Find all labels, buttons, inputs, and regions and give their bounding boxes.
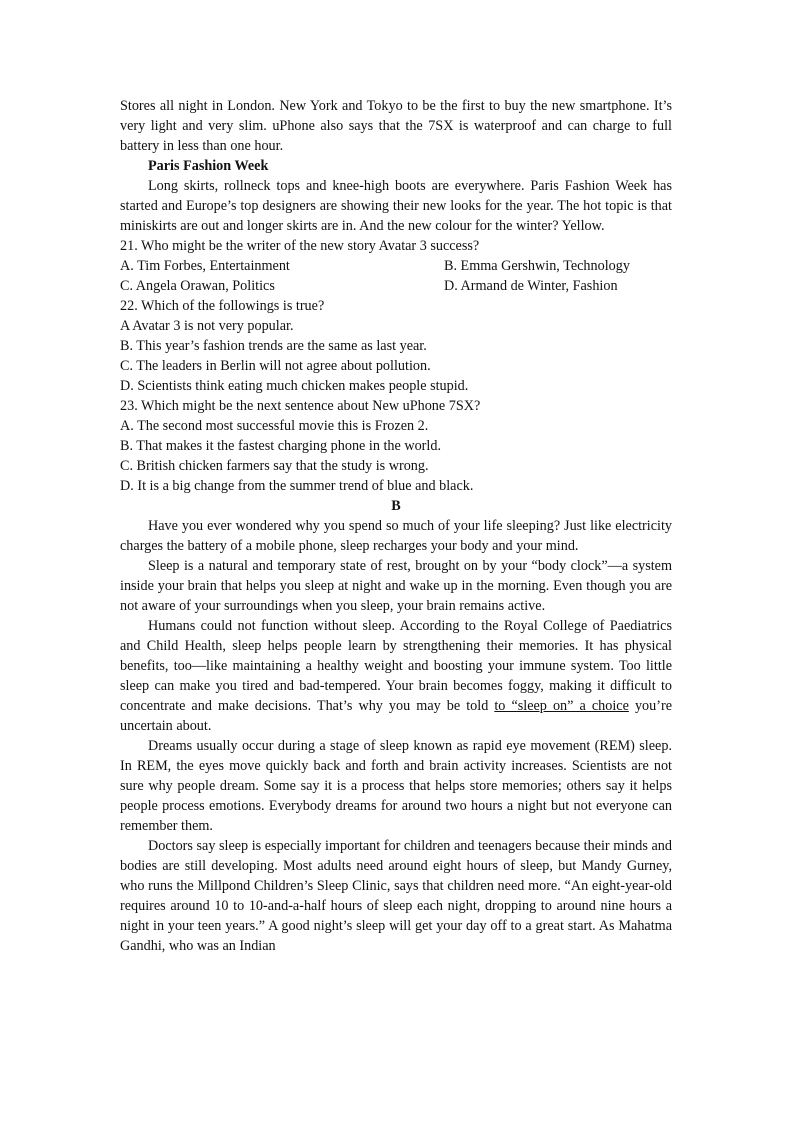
option-b: B. Emma Gershwin, Technology [444, 258, 630, 274]
document-page [120, 96, 672, 956]
uphone-paragraph: Stores all night in London. New York and Tokyo to be the first to buy the new smartphone. It’s very light and very slim. uPhone also says that the 7SX is waterproof and can charge to full battery in less than one hour. [120, 98, 672, 154]
option-c: C. British chicken farmers say that the study is wrong. [120, 458, 429, 474]
section-b-label: B [391, 498, 401, 514]
option-c: C. The leaders in Berlin will not agree about pollution. [120, 358, 431, 374]
option-a: A. The second most successful movie this is Frozen 2. [120, 418, 429, 434]
option-b: B. This year’s fashion trends are the same as last year. [120, 338, 427, 354]
question-22 [120, 296, 672, 396]
section-b-paragraph-5: Doctors say sleep is especially important for children and teenagers because their minds and bodies are still developing. Most adults need around eight hours of sleep, but Mandy Gurney, who runs the Millpond Children’s Sleep Clinic, says that children need more. “An eight-year-old requires around 10 to 10-and-a-half hours of sleep each night, dropping to around nine hours a night in your teen years.” A good night’s sleep will get your day off to a great start. As Mahatma Gandhi, who was an Indian [120, 838, 672, 954]
option-c: C. Angela Orawan, Politics [120, 278, 275, 294]
paragraph-text: Humans could not function without sleep. According to the Royal College of Paediatrics and Child Health, sleep helps people learn by strengthening their memories. It has physical benefits, too—like maintaining a healthy weight and boosting your immune system. Too little sleep can make you tired and bad-tempered. Your brain becomes foggy, making it difficult to concentrate and make decisions. That’s why you may be told [120, 618, 672, 714]
section-b-paragraph-1: Have you ever wondered why you spend so much of your life sleeping? Just like electricity charges the battery of a mobile phone, sleep recharges your body and your mind. [120, 518, 672, 554]
fashion-heading: Paris Fashion Week [148, 158, 269, 174]
option-d: D. It is a big change from the summer trend of blue and black. [120, 478, 474, 494]
option-a: A Avatar 3 is not very popular. [120, 318, 294, 334]
section-b-paragraph-2: Sleep is a natural and temporary state of rest, brought on by your “body clock”—a system inside your brain that helps you sleep at night and wake up in the morning. Even though you are not aware of your surroundings when you sleep, your brain remains active. [120, 558, 672, 614]
option-d: D. Armand de Winter, Fashion [444, 278, 618, 294]
question-21 [120, 236, 672, 296]
question-stem: 23. Which might be the next sentence about New uPhone 7SX? [120, 398, 481, 414]
option-b: B. That makes it the fastest charging phone in the world. [120, 438, 441, 454]
paragraph-text: you’re uncertain about. [120, 698, 672, 734]
section-b-paragraph-4: Dreams usually occur during a stage of sleep known as rapid eye movement (REM) sleep. In REM, the eyes move quickly back and forth and brain activity increases. Scientists are not sure why people dream. Some say it is a process that helps store memories; others say it helps people process emotions. Everybody dreams for around two hours a night but not everyone can remember them. [120, 738, 672, 834]
question-stem: 22. Which of the followings is true? [120, 298, 325, 314]
underlined-phrase: to “sleep on” a choice [494, 698, 629, 714]
option-a: A. Tim Forbes, Entertainment [120, 258, 290, 274]
option-grid [120, 256, 672, 296]
fashion-paragraph: Long skirts, rollneck tops and knee-high boots are everywhere. Paris Fashion Week has started and Europe’s top designers are showing their new looks for the year. The hot topic is that miniskirts are out and longer skirts are in. And the new colour for the winter? Yellow. [120, 178, 672, 234]
section-b-paragraph-3 [120, 616, 672, 736]
question-stem: 21. Who might be the writer of the new story Avatar 3 success? [120, 238, 480, 254]
question-23 [120, 396, 672, 496]
option-d: D. Scientists think eating much chicken makes people stupid. [120, 378, 469, 394]
